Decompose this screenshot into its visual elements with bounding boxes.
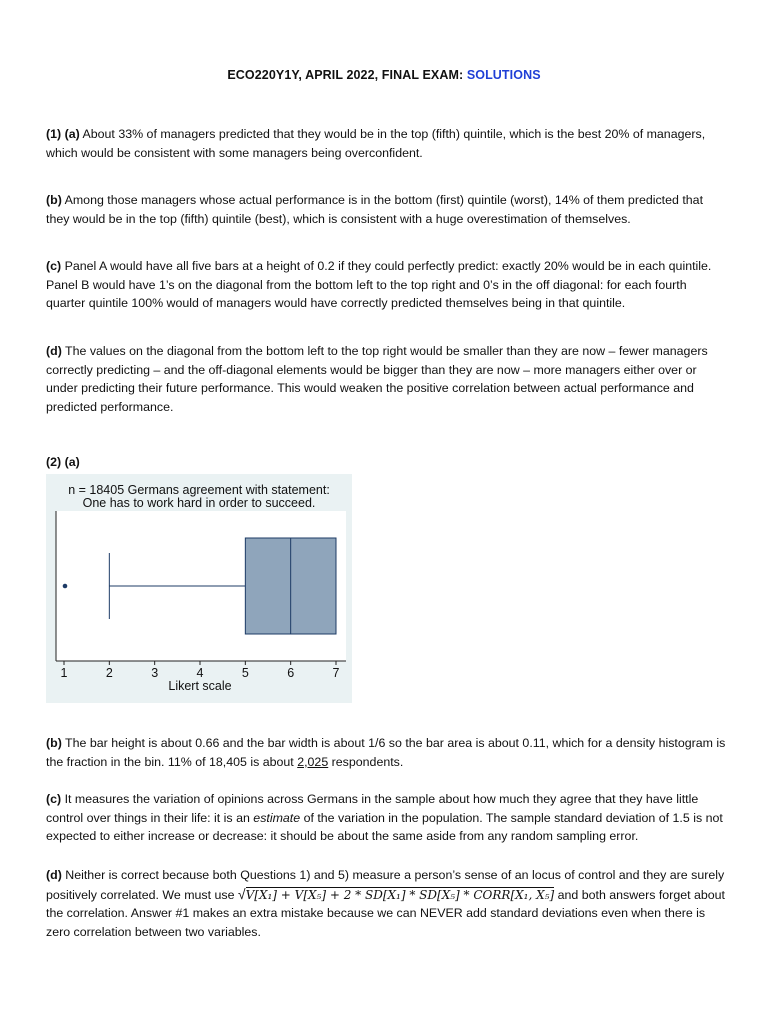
q2d-text-1: Neither is correct because both Questions 1) and 5) measure a person’s sense of an locus of control and they are surely positively correlated. We must use (46, 868, 725, 902)
chart-title: n = 18405 Germans agreement with statement: (68, 483, 330, 497)
x-tick-label: 7 (332, 666, 340, 680)
box-plot-svg (46, 474, 352, 703)
x-tick-label: 2 (105, 666, 113, 680)
q1c-paragraph (46, 257, 726, 313)
q2b-text-1: The bar height is about 0.66 and the bar width is about 1/6 so the bar area is about 0.11, which for a density histogram is the fraction in the bin. 11% of 18,405 is about (46, 736, 726, 769)
page-title (0, 68, 768, 82)
q2d-text-2: and both answers forget about the correlation. Answer #1 makes an extra mistake because we can NEVER add standard deviations even when there is zero correlation between two variables. (46, 887, 725, 939)
q1a-text: About 33% of managers predicted that they would be in the top (fifth) quintile, which is the best 20% of managers, which would be consistent with some managers being overconfident. (46, 127, 706, 160)
q1c-label: (c) (46, 259, 62, 273)
chart-subtitle: One has to work hard in order to succeed. (82, 496, 316, 510)
q2b-underlined: 2,025 (297, 754, 329, 769)
box-plot-chart (46, 474, 352, 703)
q1b-text: Among those managers whose actual performance is in the bottom (first) quintile (worst), 14% of them predicted that they would be in the top (fifth) quintile (best), which is consistent with a huge overestimation of themselves. (46, 193, 704, 226)
x-tick-label: 3 (151, 666, 159, 680)
q2c-text-2: of the variation in the population. The sample standard deviation of 1.5 is not expected to either increase or decrease: it should be about the same aside from any random sampling error. (46, 810, 723, 844)
q1a-paragraph (46, 125, 726, 162)
q2c-paragraph (46, 790, 726, 846)
q2a-label: (2) (a) (46, 455, 80, 469)
q2b-paragraph (46, 734, 726, 771)
x-tick-label: 6 (287, 666, 295, 680)
x-tick-label: 5 (241, 666, 249, 680)
solutions-label: SOLUTIONS (466, 68, 541, 82)
q2b-text-2: respondents. (328, 754, 404, 769)
q1b-label: (b) (46, 193, 62, 207)
q1b-paragraph (46, 191, 726, 228)
q2c-text-1: It measures the variation of opinions across Germans in the sample about how much they agree that they have little control over things in their life: it is an (46, 792, 699, 825)
q2c-italic: estimate (253, 810, 301, 825)
q1a-label: (1) (a) (46, 127, 80, 141)
q1d-paragraph (46, 342, 726, 416)
x-tick-label: 1 (60, 666, 68, 680)
formula: V[X₁] + V[X₅] + 2 * SD[X₁] * SD[X₅] * CORR[X₁, X₅] (245, 887, 555, 902)
x-axis-ticks (61, 661, 340, 680)
title-text: ECO220Y1Y, APRIL 2022, FINAL EXAM: (227, 68, 467, 82)
outlier-point (63, 584, 68, 589)
sqrt-sign: √ (237, 885, 246, 902)
q2d-label: (d) (46, 868, 62, 882)
x-tick-label: 4 (196, 666, 204, 680)
q1c-text: Panel A would have all five bars at a height of 0.2 if they could perfectly predict: exactly 20% would be in each quintile. Panel B would have 1’s on the diagonal from the bottom left to the top right and 0’s in the off diagonal: for each fourth quarter quintile 100% would of managers would have correctly predicted themselves being in that quintile. (46, 259, 712, 311)
x-axis-label: Likert scale (168, 679, 232, 693)
q1d-label: (d) (46, 344, 62, 358)
q2d-paragraph (46, 866, 726, 941)
q2c-label: (c) (46, 792, 62, 806)
q2b-label: (b) (46, 736, 62, 750)
q1d-text: The values on the diagonal from the bottom left to the top right would be smaller than they are now – fewer managers correctly predicting – and the off-diagonal elements would be bigger than they are now – more managers either over or under predicting their future performance. This would weaken the positive correlation between actual performance and predicted performance. (46, 344, 708, 414)
